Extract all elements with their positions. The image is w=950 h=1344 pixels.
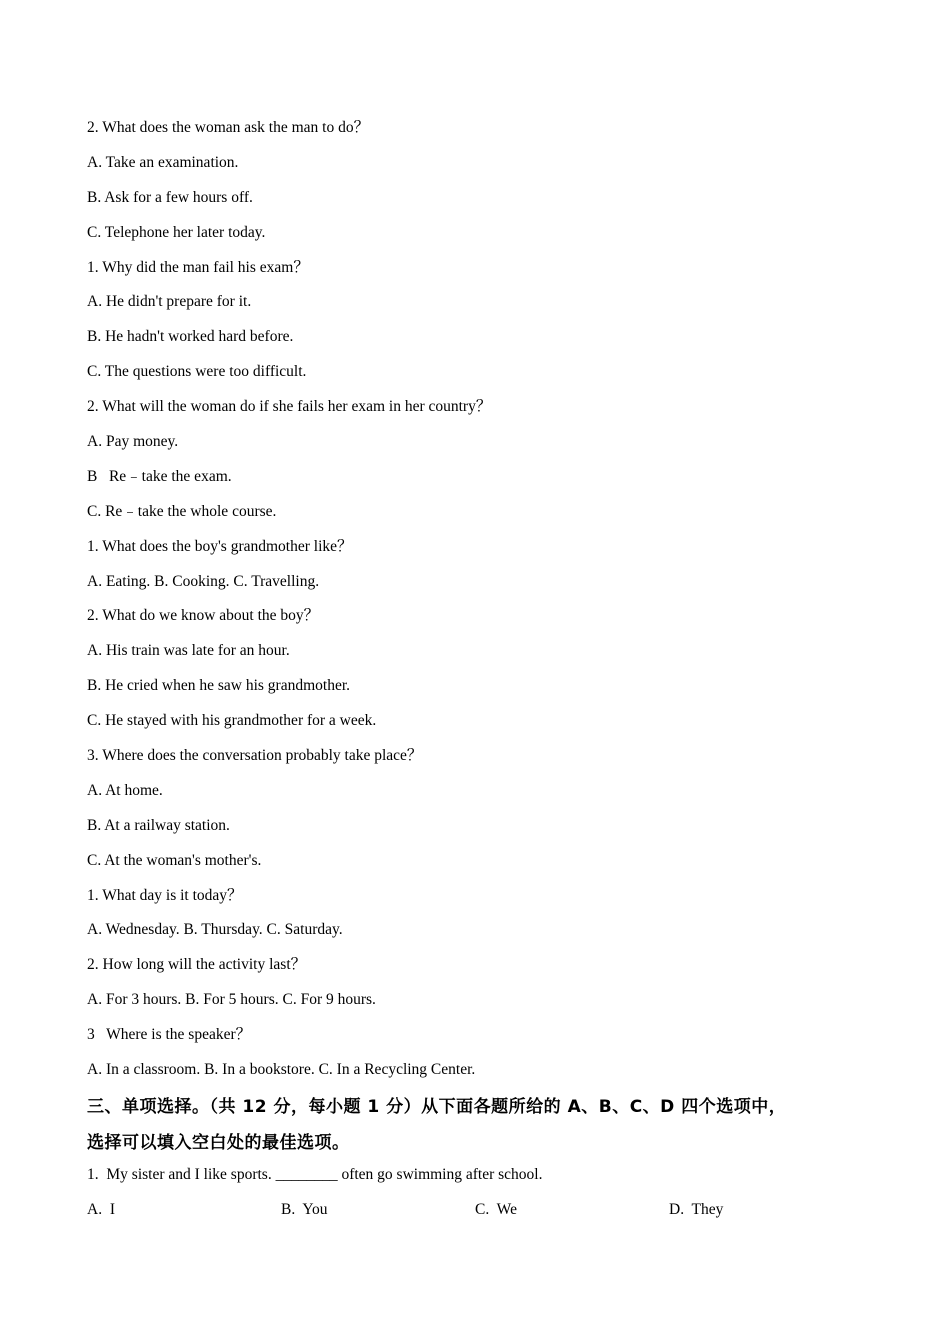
option-line: A. Wednesday. B. Thursday. C. Saturday. (87, 921, 343, 939)
option-line: B. He cried when he saw his grandmother. (87, 677, 351, 695)
option-line: A. In a classroom. B. In a bookstore. C. In a Recycling Center. (87, 1061, 476, 1079)
question-stem: 1. What does the boy's grandmother like？ (87, 537, 353, 555)
answer-options (87, 1200, 867, 1220)
section-heading: 三、单项选择。（共 12 分，每小题 1 分）从下面各题所给的 A、B、C、D 四个选项中， (87, 1096, 787, 1117)
option-b: B. You (281, 1200, 328, 1218)
option-line: A. Pay money. (87, 433, 179, 451)
question-stem: 1. Why did the man fail his exam？ (87, 258, 309, 276)
section-heading-continued: 选择可以填入空白处的最佳选项。 (87, 1132, 350, 1153)
option-line: A. Eating. B. Cooking. C. Travelling. (87, 572, 320, 590)
option-line: A. His train was late for an hour. (87, 642, 290, 660)
option-a: A. I (87, 1200, 115, 1218)
option-d: D. They (669, 1200, 724, 1218)
question-stem: 3 Where is the speaker？ (87, 1026, 252, 1044)
option-line: B. Ask for a few hours off. (87, 188, 253, 206)
question-stem: 2. How long will the activity last？ (87, 956, 307, 974)
option-line: C. The questions were too difficult. (87, 363, 307, 381)
option-line: B. He hadn't worked hard before. (87, 328, 294, 346)
option-line: A. For 3 hours. B. For 5 hours. C. For 9 hours. (87, 991, 376, 1009)
option-line: B. At a railway station. (87, 816, 230, 834)
option-line: A. At home. (87, 781, 163, 799)
question-stem: 2. What does the woman ask the man to do？ (87, 119, 370, 136)
question-stem: 1. My sister and I like sports. ________ often go swimming after school. (87, 1165, 543, 1183)
option-line: C. Re﹣take the whole course. (87, 502, 277, 520)
option-c: C. We (475, 1200, 517, 1218)
exam-page (87, 118, 867, 1220)
option-line: A. He didn't prepare for it. (87, 293, 252, 311)
question-stem: 1. What day is it today？ (87, 886, 243, 904)
question-stem: 2. What will the woman do if she fails her exam in her country？ (87, 398, 492, 416)
option-line: C. He stayed with his grandmother for a week. (87, 712, 377, 730)
question-stem: 3. Where does the conversation probably take place？ (87, 747, 423, 765)
option-line: B Re﹣take the exam. (87, 467, 232, 485)
question-stem: 2. What do we know about the boy？ (87, 607, 320, 625)
option-line: C. At the woman's mother's. (87, 851, 262, 869)
option-line: A. Take an examination. (87, 153, 239, 171)
option-line: C. Telephone her later today. (87, 223, 266, 241)
